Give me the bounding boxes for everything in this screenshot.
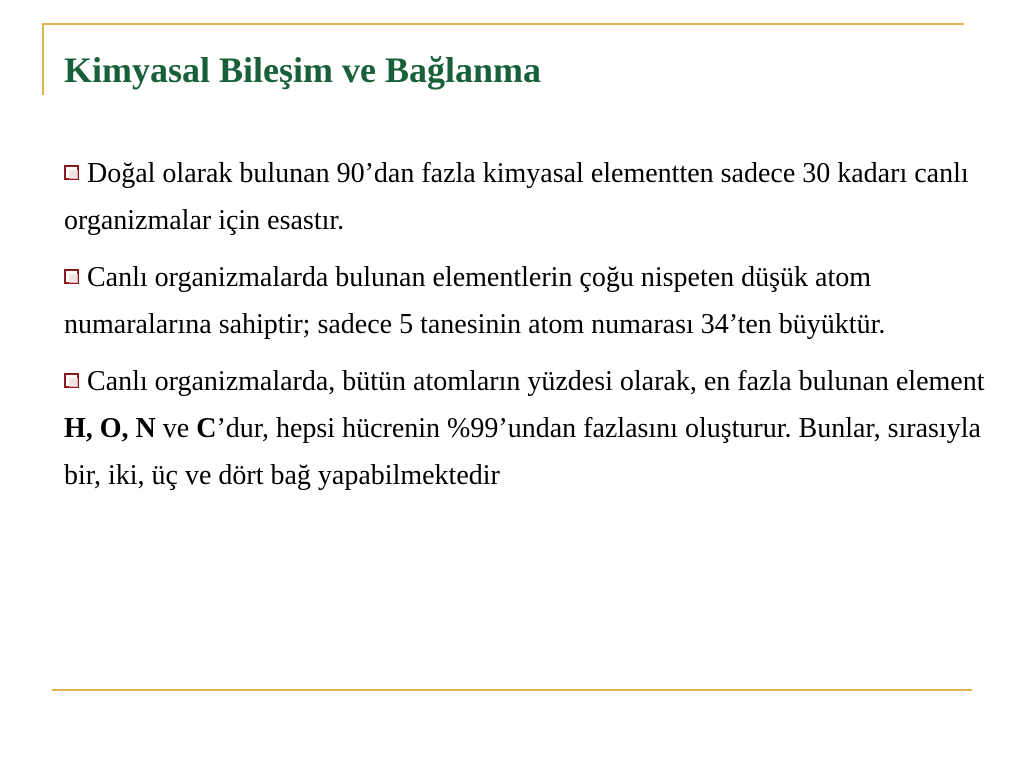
bullet-item [64, 150, 994, 244]
left-rule [42, 23, 44, 95]
bullet-list [64, 150, 994, 509]
square-bullet-icon [64, 373, 79, 388]
top-rule [42, 23, 964, 25]
bullet-item [64, 358, 994, 499]
bullet-text-bold: H, O, N [64, 413, 156, 444]
bullet-item [64, 254, 994, 348]
bullet-text: ve [155, 413, 197, 444]
slide-title: Kimyasal Bileşim ve Bağlanma [64, 50, 541, 90]
square-bullet-icon [64, 269, 79, 284]
square-bullet-icon [64, 165, 79, 180]
bottom-rule [52, 689, 972, 691]
bullet-text: ’dur, hepsi hücrenin %99’undan fazlasını oluşturur. Bunlar, sırasıyla bir, iki, üç ve dört bağ yapabilmektedir [64, 413, 981, 491]
bullet-text: Doğal olarak bulunan 90’dan fazla kimyasal elementten sadece 30 kadarı canlı organizmalar için esastır. [64, 158, 969, 236]
bullet-text: Canlı organizmalarda bulunan elementlerin çoğu nispeten düşük atom numaralarına sahiptir; sadece 5 tanesinin atom numarası 34’ten büyüktür. [64, 262, 886, 340]
bullet-text: Canlı organizmalarda, bütün atomların yüzdesi olarak, en fazla bulunan element [87, 366, 985, 397]
bullet-text-bold: C [196, 413, 217, 444]
